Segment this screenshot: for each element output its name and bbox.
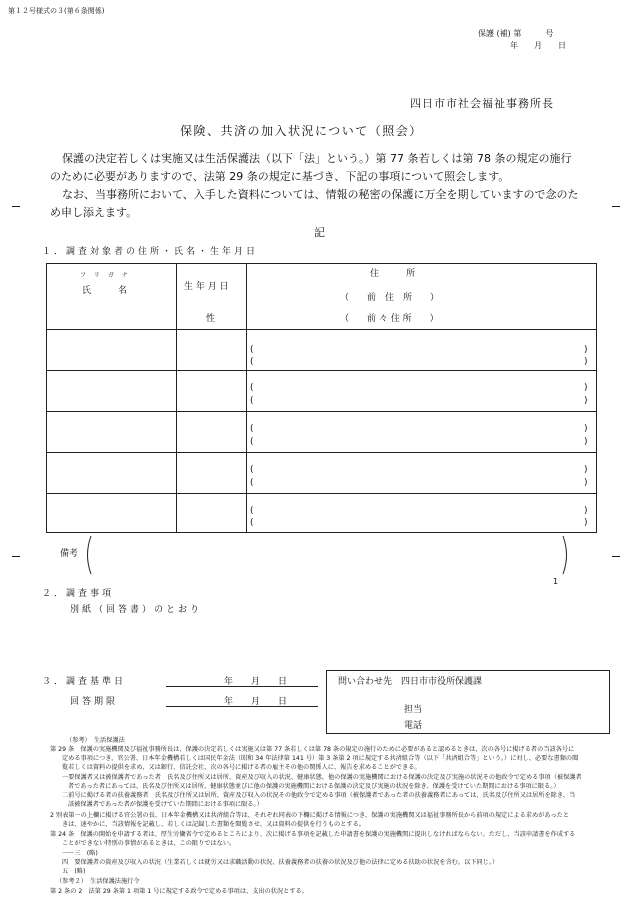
- header-address: 住 所: [370, 269, 416, 279]
- body-para1-line1: 保護の決定若しくは実施又は生活保護法（以下「法」という。）第 77 条若しくは第 78 条の規定の施行: [62, 152, 572, 165]
- note-11: ことができない特別の事情があるときは、この限りではない。: [62, 840, 236, 847]
- row4-paren-close-1: ): [584, 465, 588, 475]
- contact-phone: 電話: [404, 721, 423, 731]
- section3-label: ３．調査基準日: [42, 677, 127, 687]
- note-6: 二前号に掲げる者の扶養義務者 氏名及び住所又は居所、資産及び収入の状況その他政令で定める事項（被保護者であった者の扶養義務者にあっては、氏名及び住所又は居所を除き、当: [62, 792, 576, 799]
- note-7: 該被保護者であった者が保護を受けていた期間における事項に限る。）: [68, 801, 263, 808]
- base-date-fields: 年 月 日: [224, 677, 288, 687]
- table-row-divider-3: [46, 452, 597, 453]
- note-10: 第 24 条 保護の開始を申請する者は、厚生労働省令で定めるところにより、次に掲げる事項を記載した申請書を保護の実施機関に提出しなければならない。ただし、当該申請書を作成する: [50, 831, 576, 838]
- row4-paren-open-1: (: [250, 465, 254, 475]
- note-1: 第 29 条 保護の実施機関及び福祉事務所長は、保護の決定若しくは実施又は第 77 条若しくは第 78 条の規定の施行のために必要があると認めるときは、次の各号に掲げる者の当該各号に: [50, 746, 575, 753]
- body-para1-line2: のために必要がありますので、法第 29 条の規定に基づき、下記の事項について照会します。: [50, 170, 510, 183]
- row5-paren-open-1: (: [250, 506, 254, 516]
- note-15: （参考２） 生活保護法施行令: [56, 878, 140, 885]
- margin-mark-left-bottom: [12, 556, 20, 557]
- remarks-label: 備考: [60, 549, 79, 559]
- remarks-bracket-close: [562, 535, 570, 575]
- answer-deadline-fields: 年 月 日: [224, 697, 288, 707]
- note-8: 2 別表第一の上欄に掲げる官公署の長、日本年金機構又は共済組合等は、それぞれ同表の下欄に掲げる情報につき、保護の実施機関又は福祉事務所長から前項の規定による求めがあったと: [50, 812, 570, 819]
- row2-paren-open-2: (: [250, 396, 254, 406]
- row5-paren-close-2: ): [584, 518, 588, 528]
- row5-paren-close-1: ): [584, 506, 588, 516]
- row3-paren-open-2: (: [250, 437, 254, 447]
- note-3: 覧若しくは資料の提供を求め、又は銀行、信託会社、次の各号に掲げる者の雇主その他の関係人に、報告を求めることができる。: [62, 764, 421, 771]
- header-furigana: フ リ ガ ナ: [80, 272, 131, 279]
- margin-mark-left-top: [12, 206, 20, 207]
- issue-date: 年 月 日: [510, 41, 566, 50]
- answer-deadline-label: 回答期限: [70, 697, 119, 707]
- answer-deadline-underline: [166, 706, 318, 707]
- section2-body: 別紙（回答書）のとおり: [70, 605, 203, 615]
- note-14: 五 (略): [62, 868, 86, 875]
- table-row-divider-4: [46, 493, 597, 494]
- contact-person: 担当: [404, 705, 423, 715]
- note-9: きは、速やかに、当該情報を記載し、若しくは記録した書類を閲覧させ、又は資料の提供を行うものとする。: [62, 821, 365, 828]
- row1-paren-close-2: ): [584, 357, 588, 367]
- note-4: 一要保護者又は被保護者であった者 氏名及び住所又は居所、資産及び収入の状況、健康状態、他の保護の実施機関における保護の決定及び実施の状況その他政令で定める事項（被保護者: [62, 774, 582, 781]
- ki-heading: 記: [314, 226, 325, 239]
- page-number: 1: [553, 577, 559, 586]
- note-16: 第 2 条の 2 法第 29 条第 1 項第 1 号に規定する政令で定める事項は、支出の状況とする。: [50, 888, 308, 895]
- row2-paren-close-1: ): [584, 383, 588, 393]
- header-name: 氏 名: [82, 286, 128, 296]
- row1-paren-open-2: (: [250, 357, 254, 367]
- header-prev-address: （ 前 住 所 ）: [340, 293, 440, 303]
- body-para2-line1: なお、当事務所において、入手した資料については、情報の秘密の保護に万全を期していますので念のた: [62, 188, 579, 201]
- note-13: 四 要保護者の資産及び収入の状況（生業若しくは就労又は求職活動の状況、扶養義務者の扶養の状況及び他の法律に定める扶助の状況を含む。以下同じ。）: [62, 859, 499, 866]
- note-12: 一～三 (略): [62, 850, 98, 857]
- table-row-divider-2: [46, 411, 597, 412]
- row4-paren-open-2: (: [250, 478, 254, 488]
- header-sex: 性: [206, 314, 216, 324]
- row3-paren-close-1: ): [584, 424, 588, 434]
- table-header-divider: [46, 329, 597, 330]
- row4-paren-close-2: ): [584, 478, 588, 488]
- remarks-bracket-open: [84, 535, 92, 575]
- row3-paren-open-1: (: [250, 424, 254, 434]
- reference-number: 保護 (補) 第 号: [478, 29, 554, 38]
- note-0: （参考） 生活保護法: [66, 737, 125, 744]
- sender: 四日市市社会福祉事務所長: [410, 97, 554, 110]
- form-id: 第１２号様式の３(第６条関係): [8, 7, 105, 15]
- row2-paren-open-1: (: [250, 383, 254, 393]
- note-2: 定める事項につき、官公署、日本年金機構若しくは国民年金法（昭和 34 年法律第 141 号）第 3 条第 2 項に規定する共済組合等（以下「共済組合等」という。）に対し、必要な書類の閲: [62, 755, 579, 762]
- row2-paren-close-2: ): [584, 396, 588, 406]
- document-title: 保険、共済の加入状況について（照会）: [180, 124, 423, 138]
- row5-paren-open-2: (: [250, 518, 254, 528]
- header-prev-prev-address: （ 前 々 住 所 ）: [340, 314, 439, 324]
- header-birthdate: 生 年 月 日: [184, 282, 229, 292]
- section2-label: ２．調査事項: [42, 589, 115, 599]
- contact-label: 問い合わせ先 四日市市役所保護課: [338, 677, 483, 687]
- body-para2-line2: め申し添えます。: [50, 206, 138, 219]
- row3-paren-close-2: ): [584, 437, 588, 447]
- row1-paren-open-1: (: [250, 345, 254, 355]
- margin-mark-right-bottom: [612, 556, 620, 557]
- note-5: 者であった者にあっては、氏名及び住所又は居所、健康状態並びに他の保護の実施機関における保護の決定及び実施の状況を除き、保護を受けていた期間における事項に限る。）: [68, 783, 560, 790]
- row1-paren-close-1: ): [584, 345, 588, 355]
- section1-label: １．調査対象者の住所・氏名・生年月日: [42, 247, 259, 257]
- margin-mark-right-top: [612, 206, 620, 207]
- table-row-divider-1: [46, 370, 597, 371]
- base-date-underline: [166, 686, 318, 687]
